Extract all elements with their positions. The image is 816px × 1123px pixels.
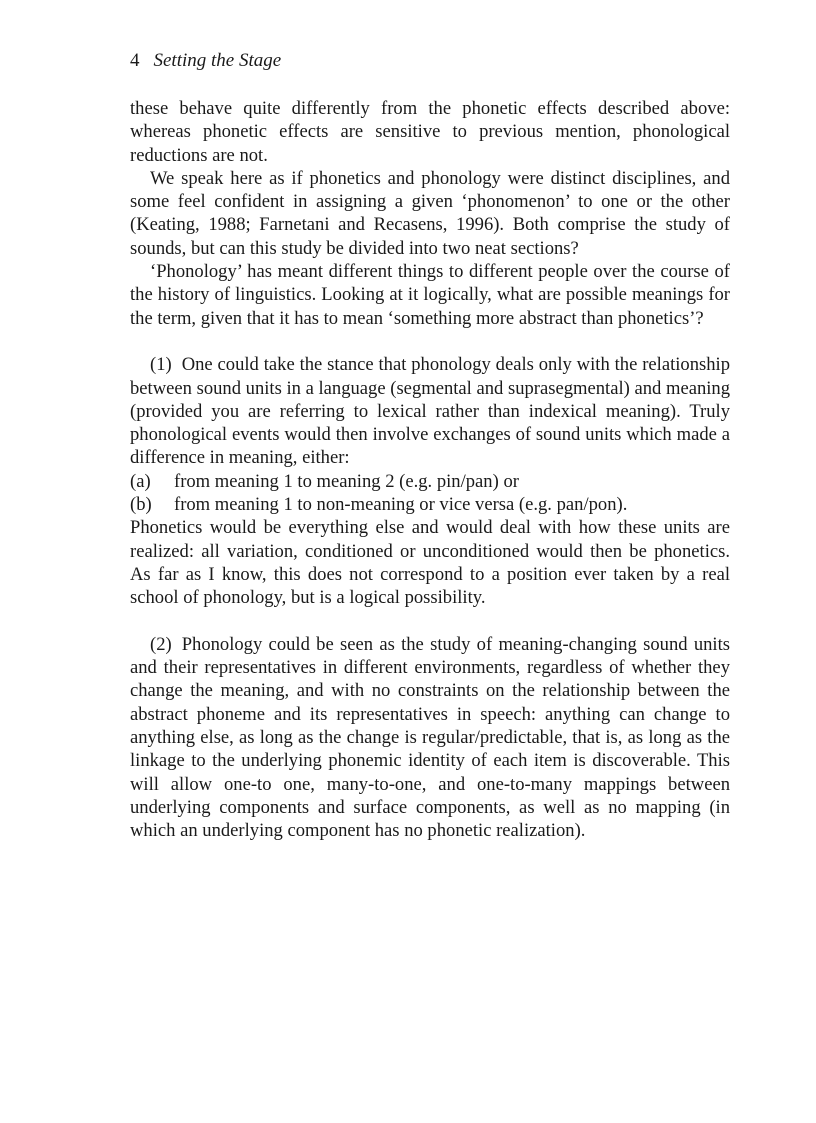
paragraph-3: ‘Phonology’ has meant different things to different people over the course of the history of linguistics. Looking at it logically, what are possible meanings for the term, given that it has to mean ‘something more abstract than phonetics’?: [130, 261, 730, 329]
point-1-continuation: Phonetics would be everything else and would deal with how these units are realized: all variation, conditioned or unconditioned would then be phonetics. As far as I know, this does not correspond to a position ever taken by a real school of phonology, but is a logical possibility.: [130, 517, 730, 609]
point-1-sub-b: [130, 493, 730, 516]
sub-a-label: (a): [130, 470, 151, 492]
point-1-text: One could take the stance that phonology deals only with the relationship between sound units in a language (segmental and suprasegmental) and meaning (provided you are referring to lexical rather than indexical meaning). Truly phonological events would then involve exchanges of sound units which made a difference in meaning, either:: [130, 354, 730, 469]
page-number: 4: [130, 50, 140, 71]
sub-b-text: from meaning 1 to non-meaning or vice versa (e.g. pan/pon).: [174, 494, 628, 516]
point-2-text: Phonology could be seen as the study of meaning-changing sound units and their representatives in different environments, regardless of whether they change the meaning, and with no constraints on the relationship between the abstract phoneme and its representatives in speech: anything can change to anything else, as long as the change is regular/predictable, that is, as long as the linkage to the underlying phonemic identity of each item is discoverable. This will allow one-to one, many-to-one, and one-to-many mappings between underlying components and surface components, as well as no mapping (in which an underlying component has no phonetic realization).: [130, 633, 730, 842]
point-1: [130, 353, 730, 469]
point-2: [130, 633, 730, 843]
paragraph-2: We speak here as if phonetics and phonology were distinct disciplines, and some feel confident in assigning a given ‘phonomenon’ to one or the other (Keating, 1988; Farnetani and Recasens, 1996). Both comprise the study of sounds, but can this study be divided into two neat sections?: [130, 167, 730, 259]
body-text: [130, 97, 730, 843]
point-2-number: (2): [150, 633, 172, 655]
running-head: [130, 49, 281, 73]
running-title: Setting the Stage: [153, 50, 282, 71]
sub-b-label: (b): [130, 494, 152, 516]
point-1-number: (1): [150, 354, 172, 376]
sub-a-text: from meaning 1 to meaning 2 (e.g. pin/pan) or: [174, 470, 519, 492]
point-1-sub-a: [130, 470, 730, 493]
paragraph-1: these behave quite differently from the phonetic effects described above: whereas phonetic effects are sensitive to previous mention, phonological reductions are not.: [130, 98, 730, 166]
